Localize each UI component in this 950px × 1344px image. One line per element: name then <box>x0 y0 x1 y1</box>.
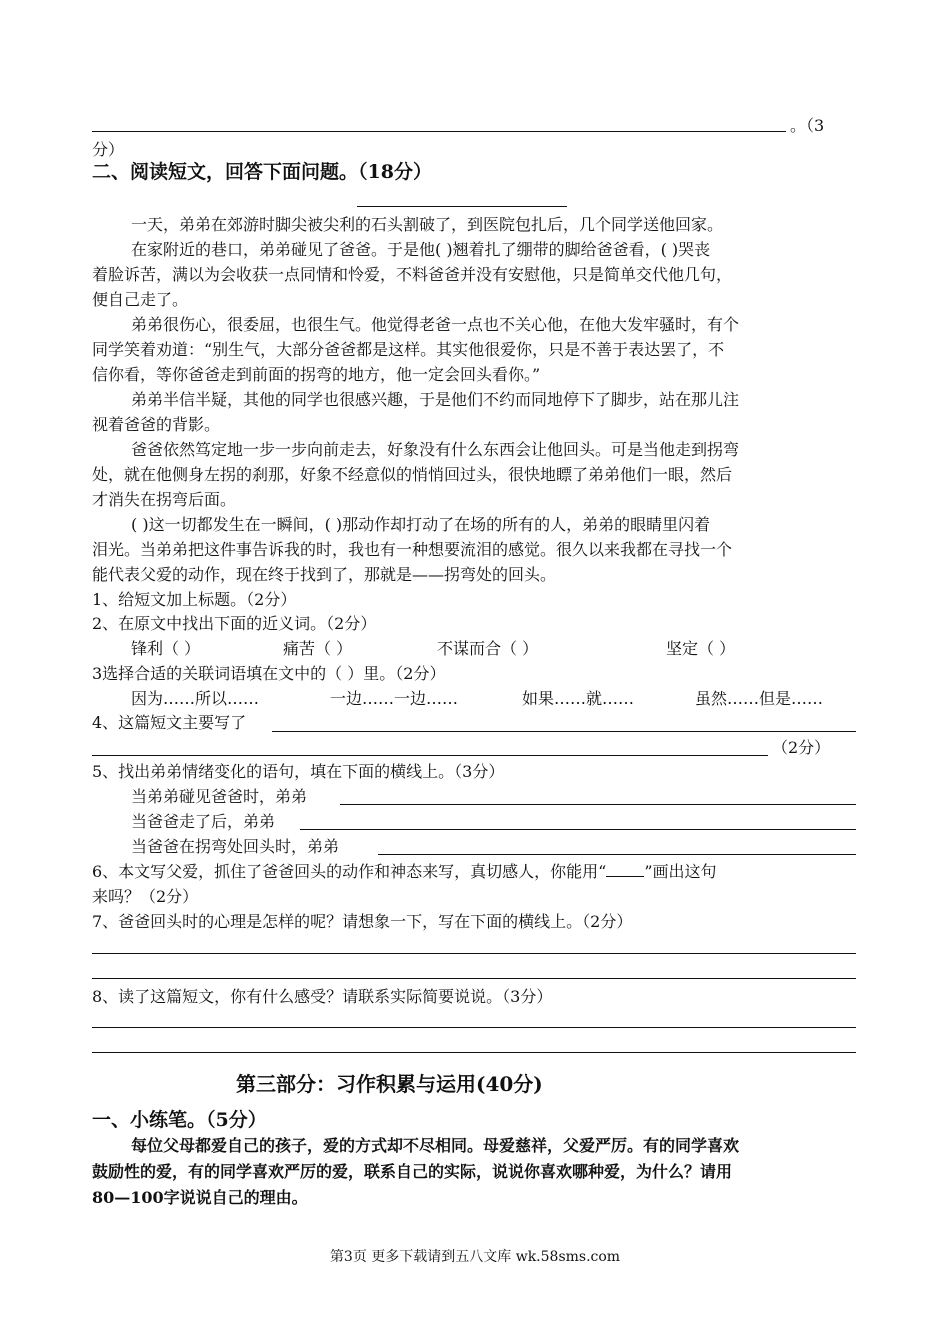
answer-line <box>92 1027 856 1028</box>
passage-line: 弟弟很伤心，很委屈，也很生气。他觉得老爸一点也不关心他，在他大发牢骚时，有个 <box>131 315 740 334</box>
title-blank-line <box>357 206 567 207</box>
passage-line: 爸爸依然笃定地一步一步向前走去，好象没有什么东西会让他回头。可是当他走到拐弯 <box>131 440 740 459</box>
question-6 <box>92 860 717 884</box>
answer-line <box>92 1052 856 1053</box>
section-heading-practice: 一、小练笔。（5分） <box>92 1109 267 1131</box>
passage-line: 一天，弟弟在郊游时脚尖被尖利的石头割破了，到医院包扎后，几个同学送他回家。 <box>131 215 724 234</box>
answer-line <box>92 978 856 979</box>
question-8: 8、读了这篇短文，你有什么感受？请联系实际简要说说。（3分） <box>92 987 553 1006</box>
connective-option: 因为……所以…… <box>131 689 260 708</box>
passage-line: 处，就在他侧身左拐的刹那，好象不经意似的悄悄回过头，很快地瞟了弟弟他们一眼，然后 <box>92 465 733 484</box>
passage-line: 泪光。当弟弟把这件事告诉我的时，我也有一种想要流泪的感觉。很久以来我都在寻找一个 <box>92 540 733 559</box>
passage-line: 着脸诉苦，满以为会收获一点同情和怜爱，不料爸爸并没有安慰他，只是简单交代他几句， <box>92 265 733 284</box>
answer-line-top <box>92 131 786 132</box>
question-4: 4、这篇短文主要写了 <box>92 713 247 732</box>
passage-line: 能代表父爱的动作，现在终于找到了，那就是——拐弯处的回头。 <box>92 565 557 584</box>
answer-line <box>92 953 856 954</box>
synonym-item: 锋利（ ） <box>131 639 201 658</box>
passage-line: 便自己走了。 <box>92 290 189 309</box>
answer-line <box>378 854 856 855</box>
question-3: 3选择合适的关联词语填在文中的（ ）里。（2分） <box>92 664 446 683</box>
question-5: 5、找出弟弟情绪变化的语句，填在下面的横线上。（3分） <box>92 762 505 781</box>
answer-line <box>300 829 856 830</box>
answer-line <box>272 731 856 732</box>
question-6-cont: 来吗？（2分） <box>92 887 199 906</box>
synonym-item: 痛苦（ ） <box>283 639 353 658</box>
connective-option: 如果……就…… <box>522 689 635 708</box>
prompt-line: 80—100字说说自己的理由。 <box>92 1188 308 1207</box>
synonym-item: 坚定（ ） <box>666 639 736 658</box>
page-footer: 第3页 更多下载请到五八文库 wk.58sms.com <box>329 1249 621 1265</box>
underline-sample <box>606 860 644 877</box>
synonym-item: 不谋而合（ ） <box>437 639 539 658</box>
question-4-score: （2分） <box>772 738 831 757</box>
question-6-text: 6、本文写父爱，抓住了爸爸回头的动作和神态来写，真切感人，你能用“ <box>92 862 607 881</box>
part-three-title: 第三部分：习作积累与运用(40分) <box>236 1072 543 1096</box>
passage-line: ( )这一切都发生在一瞬间，( )那动作却打动了在场的所有的人，弟弟的眼睛里闪着 <box>131 515 711 534</box>
question-1: 1、给短文加上标题。（2分） <box>92 590 297 609</box>
answer-line <box>340 804 856 805</box>
section-heading-reading: 二、阅读短文，回答下面问题。（18分） <box>92 161 432 183</box>
passage-line: 弟弟半信半疑，其他的同学也很感兴趣，于是他们不约而同地停下了脚步，站在那儿注 <box>131 390 740 409</box>
emotion-line-label: 当弟弟碰见爸爸时，弟弟 <box>131 787 308 806</box>
passage-line: 视着爸爸的背影。 <box>92 415 221 434</box>
question-2: 2、在原文中找出下面的近义词。（2分） <box>92 614 377 633</box>
question-6-text-end: ”画出这句 <box>644 862 717 881</box>
passage-line: 在家附近的巷口，弟弟碰见了爸爸。于是他( )翘着扎了绷带的脚给爸爸看，( )哭丧 <box>131 240 711 259</box>
connective-option: 虽然……但是…… <box>695 689 824 708</box>
emotion-line-label: 当爸爸走了后，弟弟 <box>131 812 276 831</box>
passage-line: 信你看，等你爸爸走到前面的拐弯的地方，他一定会回头看你。” <box>92 365 541 384</box>
top-score-cont: 分） <box>92 140 125 159</box>
emotion-line-label: 当爸爸在拐弯处回头时，弟弟 <box>131 837 340 856</box>
answer-line <box>92 755 768 756</box>
connective-option: 一边……一边…… <box>330 689 459 708</box>
prompt-line: 每位父母都爱自己的孩子，爱的方式却不尽相同。母爱慈祥，父爱严厉。有的同学喜欢 <box>131 1136 740 1155</box>
question-7: 7、爸爸回头时的心理是怎样的呢？请想象一下，写在下面的横线上。（2分） <box>92 912 633 931</box>
passage-line: 同学笑着劝道：“别生气，大部分爸爸都是这样。其实他很爱你，只是不善于表达罢了，不 <box>92 340 725 359</box>
prompt-line: 鼓励性的爱，有的同学喜欢严厉的爱，联系自己的实际，说说你喜欢哪种爱，为什么？请用 <box>92 1162 733 1181</box>
passage-line: 才消失在拐弯后面。 <box>92 490 237 509</box>
top-score-suffix: 。（3 <box>790 116 825 135</box>
